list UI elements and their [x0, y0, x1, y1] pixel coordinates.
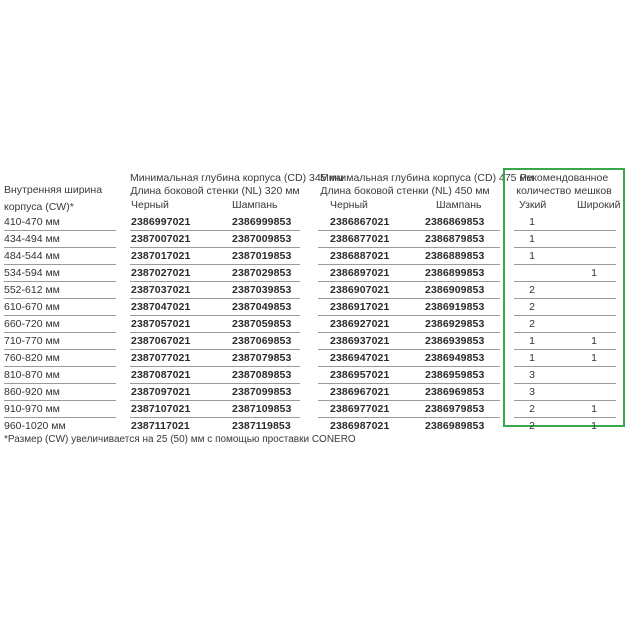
table-row	[0, 214, 631, 230]
champagne-345-code: 2387119853	[232, 420, 291, 432]
black-475-code: 2386987021	[330, 420, 390, 432]
black-475-header: Черный	[330, 199, 368, 211]
black-475-code: 2386927021	[330, 318, 390, 330]
black-475-code: 2386867021	[330, 216, 390, 228]
black-345-code: 2387037021	[131, 284, 191, 296]
table-row	[0, 231, 631, 247]
group-475-line-2: Длина боковой стенки (NL) 450 мм	[320, 185, 490, 197]
champagne-345-code: 2387049853	[232, 301, 292, 313]
width-cell: 552-612 мм	[4, 284, 60, 296]
width-cell: 910-970 мм	[4, 403, 60, 415]
narrow-qty: 1	[529, 216, 535, 228]
recommended-line-1: Рекомендованное	[519, 172, 609, 184]
black-475-code: 2386877021	[330, 233, 390, 245]
black-475-code: 2386977021	[330, 403, 390, 415]
narrow-qty: 1	[529, 335, 535, 347]
black-475-code: 2386897021	[330, 267, 390, 279]
champagne-475-code: 2386929853	[425, 318, 485, 330]
width-cell: 710-770 мм	[4, 335, 60, 347]
black-475-code: 2386907021	[330, 284, 390, 296]
black-345-code: 2387057021	[131, 318, 191, 330]
table-row	[0, 350, 631, 366]
width-cell: 434-494 мм	[4, 233, 60, 245]
champagne-345-code: 2387059853	[232, 318, 292, 330]
wide-qty	[584, 282, 604, 298]
wide-qty	[584, 316, 604, 332]
black-345-code: 2387107021	[131, 403, 191, 415]
wide-qty	[584, 248, 604, 264]
table-row	[0, 282, 631, 298]
wide-qty: 1	[591, 352, 597, 364]
black-475-code: 2386917021	[330, 301, 390, 313]
width-cell: 610-670 мм	[4, 301, 60, 313]
champagne-475-code: 2386959853	[425, 369, 485, 381]
width-column-header	[4, 184, 102, 214]
footnote: *Размер (CW) увеличивается на 25 (50) мм с помощью проставки CONERO	[4, 434, 356, 445]
width-cell: 410-470 мм	[4, 216, 60, 228]
narrow-qty: 2	[529, 284, 535, 296]
wide-qty: 1	[591, 267, 597, 279]
champagne-345-code: 2387099853	[232, 386, 292, 398]
black-345-header: Черный	[131, 199, 169, 211]
black-475-code: 2386887021	[330, 250, 390, 262]
narrow-qty: 3	[529, 386, 535, 398]
wide-header: Широкий	[577, 199, 621, 211]
recommended-line-2: количество мешков	[516, 185, 612, 197]
table-row	[0, 401, 631, 417]
narrow-qty: 1	[529, 352, 535, 364]
narrow-qty: 2	[529, 301, 535, 313]
champagne-475-code: 2386899853	[425, 267, 485, 279]
narrow-qty: 2	[529, 403, 535, 415]
champagne-475-code: 2386949853	[425, 352, 485, 364]
width-header-line-2: корпуса (CW)*	[4, 201, 74, 213]
table-row	[0, 418, 631, 434]
wide-qty	[584, 214, 604, 230]
champagne-345-code: 2387019853	[232, 250, 292, 262]
black-345-code: 2387007021	[131, 233, 191, 245]
champagne-345-code: 2387079853	[232, 352, 292, 364]
narrow-qty: 1	[529, 250, 535, 262]
black-345-code: 2386997021	[131, 216, 191, 228]
champagne-345-code: 2387039853	[232, 284, 292, 296]
champagne-345-header: Шампань	[232, 199, 278, 211]
narrow-qty	[522, 265, 542, 281]
black-345-code: 2387027021	[131, 267, 191, 279]
narrow-qty: 3	[529, 369, 535, 381]
champagne-475-code: 2386979853	[425, 403, 485, 415]
champagne-475-code: 2386889853	[425, 250, 485, 262]
group-345-line-1: Минимальная глубина корпуса (CD) 345 мм	[130, 172, 344, 184]
black-475-code: 2386937021	[330, 335, 390, 347]
black-345-code: 2387017021	[131, 250, 191, 262]
group-345-header	[130, 172, 344, 198]
black-475-code: 2386967021	[330, 386, 390, 398]
wide-qty	[584, 299, 604, 315]
champagne-475-code: 2386939853	[425, 335, 485, 347]
champagne-475-code: 2386869853	[425, 216, 485, 228]
champagne-345-code: 2387029853	[232, 267, 292, 279]
table-row	[0, 248, 631, 264]
width-header-line-1: Внутренняя ширина	[4, 184, 103, 196]
wide-qty	[584, 231, 604, 247]
wide-qty: 1	[591, 335, 597, 347]
champagne-345-code: 2387109853	[232, 403, 292, 415]
champagne-475-code: 2386909853	[425, 284, 485, 296]
champagne-345-code: 2387009853	[232, 233, 292, 245]
black-345-code: 2387087021	[131, 369, 191, 381]
width-cell: 660-720 мм	[4, 318, 60, 330]
narrow-qty: 1	[529, 233, 535, 245]
champagne-475-code: 2386879853	[425, 233, 485, 245]
width-cell: 484-544 мм	[4, 250, 60, 262]
champagne-475-header: Шампань	[436, 199, 482, 211]
narrow-header: Узкий	[519, 199, 547, 211]
champagne-345-code: 2387089853	[232, 369, 292, 381]
champagne-475-code: 2386969853	[425, 386, 485, 398]
table-row	[0, 384, 631, 400]
width-cell: 960-1020 мм	[4, 420, 66, 432]
narrow-qty: 2	[529, 420, 535, 432]
champagne-475-code: 2386989853	[425, 420, 485, 432]
table-row	[0, 265, 631, 281]
width-cell: 760-820 мм	[4, 352, 60, 364]
table-row	[0, 333, 631, 349]
black-345-code: 2387097021	[131, 386, 191, 398]
wide-qty	[584, 384, 604, 400]
champagne-475-code: 2386919853	[425, 301, 485, 313]
champagne-345-code: 2387069853	[232, 335, 292, 347]
black-345-code: 2387077021	[131, 352, 191, 364]
champagne-345-code: 2386999853	[232, 216, 292, 228]
group-475-header	[320, 172, 534, 198]
narrow-qty: 2	[529, 318, 535, 330]
width-cell: 860-920 мм	[4, 386, 60, 398]
width-cell: 810-870 мм	[4, 369, 60, 381]
group-475-line-1: Минимальная глубина корпуса (CD) 475 мм	[320, 172, 534, 184]
wide-qty: 1	[591, 420, 597, 432]
black-475-code: 2386947021	[330, 352, 390, 364]
table-row	[0, 367, 631, 383]
black-345-code: 2387067021	[131, 335, 191, 347]
width-cell: 534-594 мм	[4, 267, 60, 279]
table-row	[0, 299, 631, 315]
black-345-code: 2387117021	[131, 420, 190, 432]
group-345-line-2: Длина боковой стенки (NL) 320 мм	[130, 185, 300, 197]
black-345-code: 2387047021	[131, 301, 191, 313]
table-row	[0, 316, 631, 332]
black-475-code: 2386957021	[330, 369, 390, 381]
wide-qty: 1	[591, 403, 597, 415]
wide-qty	[584, 367, 604, 383]
